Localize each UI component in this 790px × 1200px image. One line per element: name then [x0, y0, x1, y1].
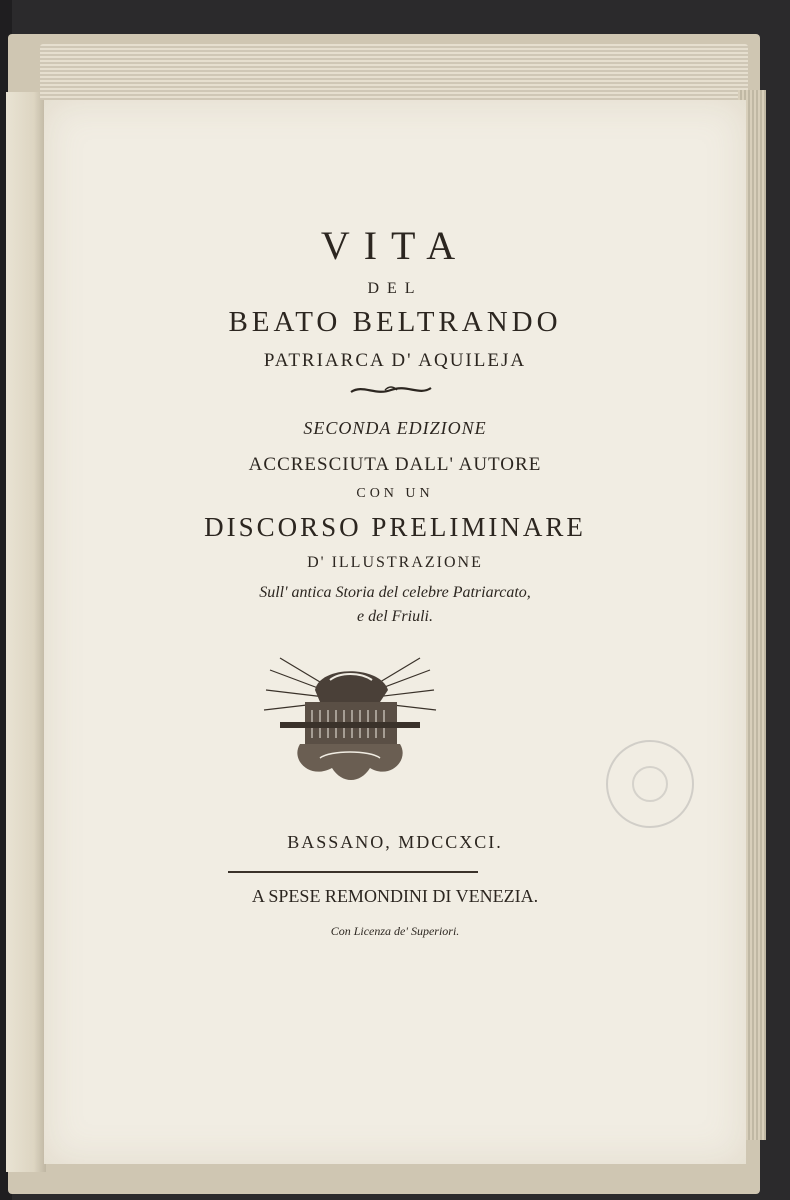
with-line: CON UN — [356, 486, 434, 501]
augmented-line: ACCRESCIUTA DALL' AUTORE — [248, 454, 542, 475]
subject-line-2: e del Friuli. — [357, 608, 433, 625]
edition-line: SECONDA EDIZIONE — [303, 418, 487, 438]
book-title: VITA — [320, 223, 470, 268]
left-page-edge — [6, 92, 46, 1172]
imprint-place-date: BASSANO, MDCCXCI. — [287, 832, 503, 852]
imprint-rule — [228, 871, 478, 873]
scroll-flourish-icon — [349, 382, 433, 398]
imprint-license: Con Licenza de' Superiori. — [330, 924, 460, 938]
title-page — [44, 100, 746, 1164]
title-connector: DEL — [367, 280, 423, 297]
top-page-edges — [40, 44, 748, 100]
subject-line-1: Sull' antica Storia del celebre Patriarcato, — [259, 584, 531, 601]
imprint-publisher: A SPESE REMONDINI DI VENEZIA. — [251, 886, 539, 906]
subject-office: PATRIARCA D' AQUILEJA — [263, 350, 527, 371]
illustration-line: D' ILLUSTRAZIONE — [307, 554, 483, 571]
discourse-line: DISCORSO PRELIMINARE — [204, 512, 586, 542]
ark-of-covenant-vignette-icon — [260, 650, 440, 795]
library-stamp-icon — [606, 740, 694, 828]
subject-name: BEATO BELTRANDO — [228, 306, 562, 338]
